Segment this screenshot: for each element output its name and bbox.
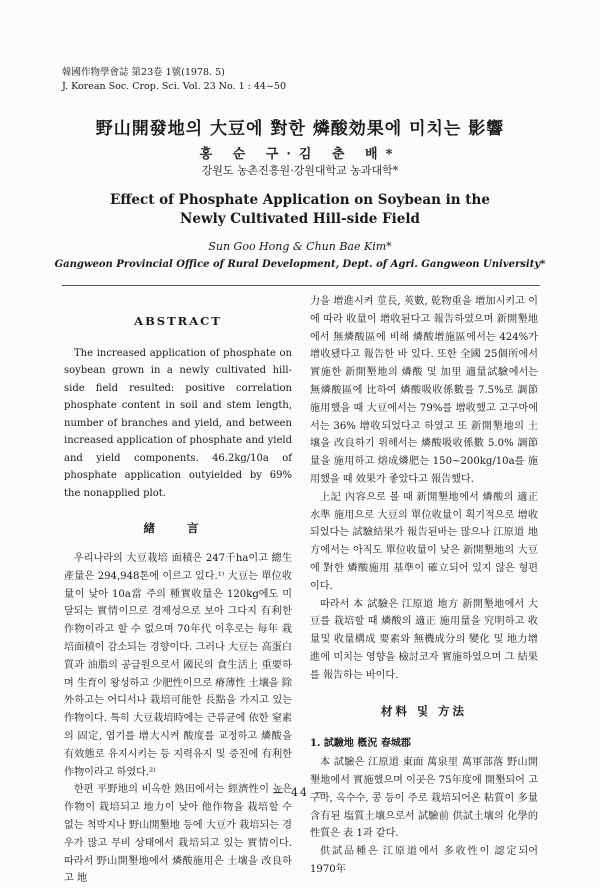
authors-english: Sun Goo Hong & Chun Bae Kim* [208,240,392,253]
materials-methods-heading: 材料 및 方法 [380,703,468,718]
title-english: Effect of Phosphate Application on Soybean in the Newly Cultivated Hill-side Field [110,192,490,227]
journal-citation-en: J. Korean Soc. Crop. Sci. Vol. 23 No. 1 : 44~50 [62,81,287,92]
introduction-paragraph: 한편 平野地의 비옥한 熟田에서는 經濟性이 높은 作物이 栽培되고 地力이 낮아 他作物을 栽培할 수 없는 척박지나 野山開墾地 등에 大豆가 栽培되는 경우가 많고 무비 상태에서 栽培되고 있는 實情이다. 따라서 野山開墾地에서 燐酸施用은 土壤을 改良하고 地 [64,784,292,885]
materials-paragraph: 供試品種은 江原道에서 多收性이 認定되어 1970年 [310,846,538,875]
introduction-heading: 緖 言 [143,521,213,536]
materials-paragraph: 本 試驗은 江原道 東面 萬泉里 萬軍部落 野山開墾地에서 實施했으며 이곳은 75年度에 開墾되어 고구마, 옥수수, 콩 등이 주로 栽培되어온 粘質이 多量含有된 塩質土壤으로서 試驗前 供試土壤의 化學的性質은 表 1과 같다. [310,757,538,840]
title-korean: 野山開發地의 大豆에 對한 燐酸効果에 미치는 影響 [95,119,505,139]
abstract-text: The increased application of phosphate on soybean grown in a newly cultivated hill-side field resulted: positive correlation phosphate content in soil and stem length, number of branches and yield, and between increased application of phosphate and yield and yield components. 46.2kg/10a of phosphate application outyielded by 69% the nonapplied plot. [64,347,292,499]
journal-header [62,66,286,94]
header-divider [62,285,540,286]
abstract-heading: ABSTRACT [134,314,222,328]
introduction-paragraph: 上記 內容으로 볼 때 新開墾地에서 燐酸의 適正水準 施用으로 大豆의 單位收量이 획기적으로 增收되었다는 試驗結果가 報告된바는 많으나 江原道 地方에서는 아직도 單位收量이 낮은 新開墾地의 大豆에 對한 燐酸施用 基準이 確立되어 있지 않은 형편이다. [310,491,538,592]
journal-citation-ko: 韓國作物學會誌 第23卷 1號(1978. 5) [62,67,225,78]
subsection-heading: 1. 試驗地 槪況 春城郡 [310,738,411,750]
authors-korean: 홍 순 구·김 춘 배* [199,147,401,162]
affiliation-korean: 강원도 농촌진흥원·강원대학교 농과대학* [201,164,399,177]
affiliation-english: Gangweon Provincial Office of Rural Development, Dept. of Agri. Gangweon University* [54,259,546,270]
page-number: — 44 — [272,786,328,799]
introduction-paragraph: 우리나라의 大豆栽培 面積은 247千ha이고 總生產量은 294,948톤에 이르고 있다.¹⁾ 大豆는 單位收量이 낮아 10a當 주의 種實收量은 120kg에도 미달되는 實情이므로 경제성으로 보아 그다지 有利한 作物이라고 할 수 없으며 70年代 이후로는 每年 栽培面積이 감소되는 경향이다. 그러나 大豆는 高蛋白質과 油脂의 공급원으로서 國民의 食生活上 重要하며 生育이 왕성하고 少肥性이므로 瘠薄性 土壤을 除外하고는 어디서나 栽培可能한 長點을 가지고 있는 作物이다. 특히 大豆栽培時에는 근류균에 依한 窒素의 固定, 엽기를 增大시켜 酸度를 교정하고 燐酸을 有效態로 유지시키는 등 지력유지 및 증진에 有利한 作物이라고 하였다.²⁾ [64,553,292,778]
introduction-paragraph: 따라서 本 試驗은 江原道 地方 新開墾地에서 大豆를 栽培할 때 燐酸의 適正 施用量을 究明하고 收量및 收量構成 要素와 無機成分의 變化 및 地力增進에 미치는 영향을 檢討코자 實施하였으며 그 結果를 報告하는 바이다. [310,598,538,681]
introduction-paragraph-continued: 力을 增進시켜 莖長, 莢數, 乾物重을 增加시키고 이에 따라 收量이 增收된다고 報告하였으며 新開墾地에서 無燐酸區에 비해 燐酸增施區에서는 424%가 增收됐다고 報告한 바 있다. 또한 全國 25個所에서 實施한 新開墾地의 燐酸 및 加里 適量試驗에서는 無燐酸區에 比하여 燐酸吸收係數를 7.5%로 調節 施用했을 때 大豆에서는 79%를 增收했고 고구마에서는 36% 增收되었다고 하였고 또 新開墾地의 土壤을 改良하기 위해서는 燐酸吸收係數 5.0% 調節量을 施用하고 熔成燐肥는 150~200kg/10a를 施用했을 때 效果가 좋았다고 報告했다. [310,296,538,485]
